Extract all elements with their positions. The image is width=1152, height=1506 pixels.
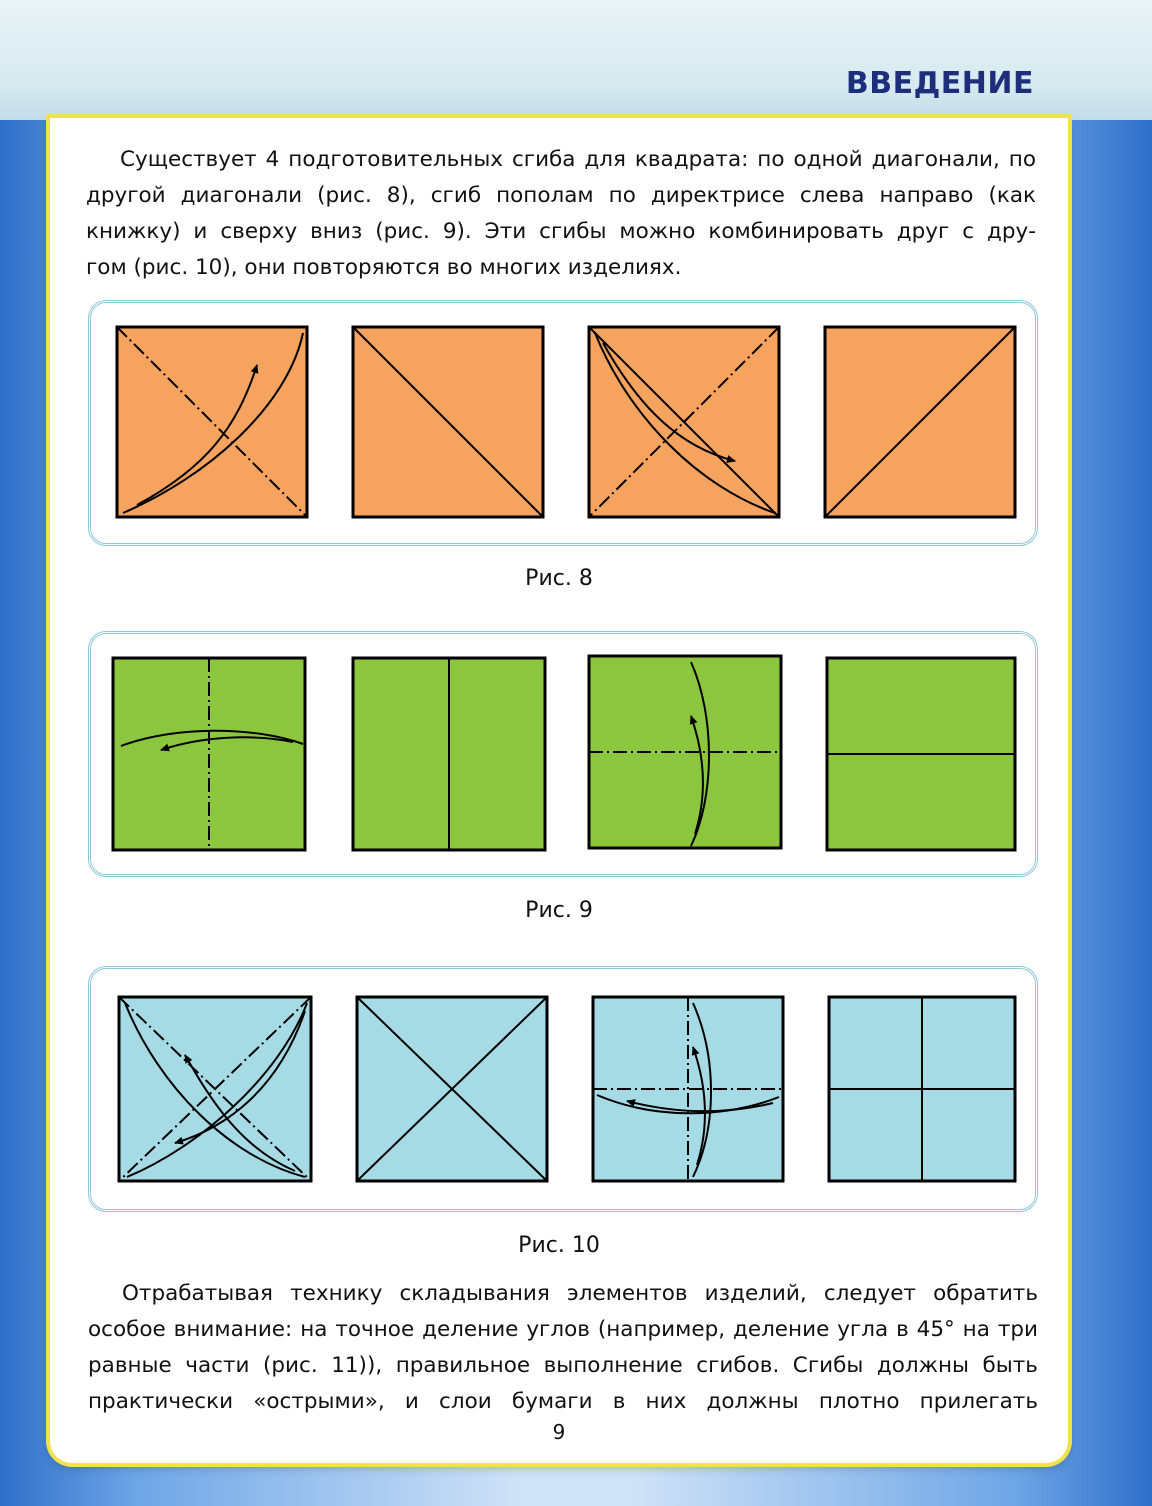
fig10-square-2 [357, 997, 547, 1181]
fig9-square-3 [589, 656, 781, 848]
fig10-square-4 [829, 997, 1015, 1181]
fig8-square-2 [353, 327, 543, 517]
section-title: ВВЕДЕНИЕ [845, 66, 1034, 101]
fig10-square-3 [593, 997, 783, 1181]
figure-9-frame [88, 631, 1038, 877]
figure-8-frame [88, 300, 1038, 546]
fig8-square-3 [589, 327, 779, 517]
figure-9-caption: Рис. 9 [525, 898, 593, 923]
figure-9-diagrams [91, 634, 1035, 874]
fig8-square-4 [825, 327, 1015, 517]
fig9-square-2 [353, 658, 545, 850]
page-content [50, 118, 1068, 1463]
figure-10-frame [88, 966, 1038, 1212]
fig9-square-1 [113, 658, 305, 850]
intro-paragraph: Существует 4 подготовительных сгиба для квадрата: по одной диагонали, по другой диагонали (рис. 8), сгиб пополам по директрисе слева направо (как книжку) и сверху вниз (рис. 9). Эти сгибы можно комбинировать друг с дру- гом (рис. 10), они повторяются во многих изделиях. [86, 147, 1036, 280]
header-band [0, 0, 1152, 120]
figure-10-diagrams [91, 969, 1035, 1209]
outro-paragraph: Отрабатывая технику складывания элементов изделий, следует обратить особое внимание: на точное деление углов (например, деление угла в 45° на три равные части (рис. 11)), правильное выполнение сгибов. Сгибы должны быть практически «острыми», и слои бумаги в них должны плотно прилегать [88, 1281, 1038, 1414]
page-number: 9 [552, 1420, 566, 1444]
figure-8-diagrams [91, 303, 1035, 543]
fig8-square-1 [117, 327, 307, 517]
fig9-square-4 [827, 658, 1015, 850]
figure-10-caption: Рис. 10 [518, 1233, 600, 1258]
figure-8-caption: Рис. 8 [525, 566, 593, 591]
fig10-square-1 [119, 997, 311, 1181]
